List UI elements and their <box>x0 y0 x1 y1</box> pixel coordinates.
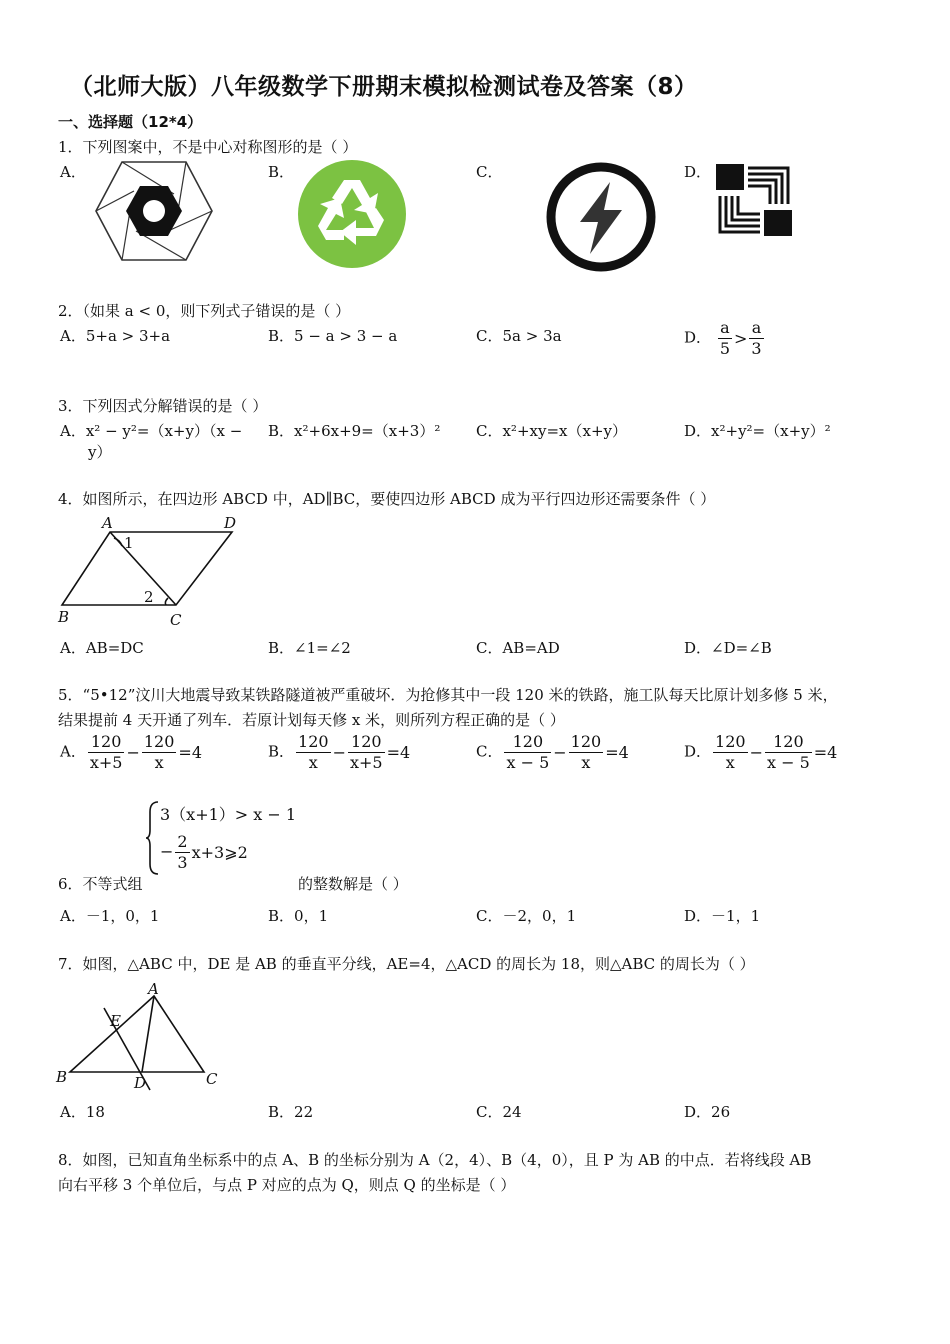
q4-option-b: B．∠1=∠2 <box>268 639 351 657</box>
q6-option-b: B．0，1 <box>268 907 329 925</box>
q6-system-line2 <box>160 832 248 873</box>
q6-option-a: A．－1，0，1 <box>60 907 160 925</box>
numerator: 120 <box>298 732 329 751</box>
q1-option-b-label: B． <box>268 163 295 181</box>
numerator: 120 <box>715 732 746 751</box>
fig4-angle-2: 2 <box>144 588 154 606</box>
denominator: x − 5 <box>506 753 550 772</box>
q4-option-a: A．AB=DC <box>60 639 144 657</box>
denominator: x+5 <box>89 753 123 772</box>
q5-option-d <box>684 732 837 773</box>
fig7-label-e: E <box>110 1012 121 1030</box>
denominator: 3 <box>751 339 762 358</box>
q6-option-c: C．－2，0，1 <box>476 907 577 925</box>
equals-four: =4 <box>178 743 202 762</box>
hexagon-pattern-icon <box>86 156 218 266</box>
fraction <box>88 732 125 773</box>
minus-sign: − <box>332 743 346 762</box>
numerator: 120 <box>570 732 602 751</box>
square-pattern-icon <box>712 160 796 240</box>
fig7-label-d: D <box>134 1074 147 1092</box>
fig4-angle-1: 1 <box>124 534 134 552</box>
numerator: a <box>718 318 732 339</box>
q5-option-a <box>60 732 202 773</box>
question-4-stem: 4．如图所示，在四边形 ABCD 中，AD∥BC，要使四边形 ABCD 成为平行四边形还需要条件（ ） <box>58 490 716 508</box>
q7-option-a: A．18 <box>60 1103 105 1121</box>
fraction <box>718 318 732 359</box>
numerator: a <box>749 318 763 339</box>
greater-than-sign: > <box>734 329 748 348</box>
q3-option-a-line1: A．x² − y²=（x+y）（x − <box>60 422 243 440</box>
q5-option-b <box>268 732 410 773</box>
numerator: 120 <box>504 732 551 753</box>
question-6-stem-left: 6．不等式组 <box>58 875 143 893</box>
fraction <box>504 732 551 773</box>
parallelogram-figure <box>56 512 246 632</box>
inequality-rest: x+3⩾2 <box>191 843 248 862</box>
equals-four: =4 <box>605 743 629 762</box>
fig4-label-d: D <box>224 514 237 532</box>
question-1-stem: 1．下列图案中，不是中心对称图形的是（ ） <box>58 138 358 156</box>
section-heading: 一、选择题（12*4） <box>58 113 203 131</box>
fig4-label-a: A <box>102 514 113 532</box>
q3-option-a-line2: y） <box>88 443 112 461</box>
denominator: x+5 <box>349 753 383 772</box>
denominator: 3 <box>177 853 188 872</box>
q6-system-line1: 3（x+1）> x − 1 <box>160 805 297 824</box>
fig7-label-b: B <box>56 1068 68 1086</box>
fraction <box>569 732 604 773</box>
numerator: 120 <box>348 732 385 753</box>
minus-sign: − <box>126 743 140 762</box>
equals-four: =4 <box>813 743 838 762</box>
fraction <box>175 832 189 873</box>
denominator: 5 <box>719 339 730 358</box>
q4-option-d: D．∠D=∠B <box>684 639 772 657</box>
numerator: 120 <box>765 732 812 753</box>
q3-option-d: D．x²+y²=（x+y）² <box>684 422 831 440</box>
q7-option-c: C．24 <box>476 1103 522 1121</box>
q5-option-c <box>476 732 629 773</box>
numerator: 2 <box>177 832 188 851</box>
recycle-icon <box>296 158 408 270</box>
q1-option-c-label: C． <box>476 163 503 181</box>
minus-sign: − <box>160 842 174 861</box>
q5-option-d-label: D． <box>684 742 712 761</box>
q5-option-c-label: C． <box>476 742 503 761</box>
equals-four: =4 <box>386 743 411 762</box>
triangle-figure <box>54 978 224 1094</box>
fraction <box>348 732 385 773</box>
fraction <box>713 732 748 773</box>
fig4-label-c: C <box>170 611 182 629</box>
question-3-stem: 3．下列因式分解错误的是（ ） <box>58 397 268 415</box>
fig4-label-b: B <box>58 608 70 626</box>
minus-sign: − <box>749 743 763 762</box>
q2-option-d-label: D． <box>684 328 712 347</box>
q2-option-a: A．5+a > 3+a <box>60 327 171 345</box>
denominator: x <box>154 753 164 772</box>
numerator: 120 <box>143 732 175 751</box>
q2-option-c: C．5a > 3a <box>476 327 562 345</box>
question-8-stem-line1: 8．如图，已知直角坐标系中的点 A、B 的坐标分别为 A（2，4）、B（4，0），且 P 为 AB 的中点．若将线段 AB <box>58 1151 812 1169</box>
numerator: 120 <box>88 732 125 753</box>
fraction <box>749 318 763 359</box>
denominator: x <box>725 753 735 772</box>
fraction <box>296 732 331 773</box>
q1-option-a-label: A． <box>60 163 86 181</box>
question-6-stem-right: 的整数解是（ ） <box>298 875 408 893</box>
q6-option-d: D．－1，1 <box>684 907 761 925</box>
question-7-stem: 7．如图，△ABC 中，DE 是 AB 的垂直平分线，AE=4，△ACD 的周长为 18，则△ABC 的周长为（ ） <box>58 955 755 973</box>
lightning-circle-icon <box>544 160 658 274</box>
minus-sign: − <box>553 743 567 762</box>
fig7-label-a: A <box>148 980 159 998</box>
q2-option-d <box>684 318 766 359</box>
q7-option-b: B．22 <box>268 1103 314 1121</box>
page-title: （北师大版）八年级数学下册期末模拟检测试卷及答案（8） <box>70 74 698 100</box>
denominator: x <box>308 753 318 772</box>
question-5-stem-line2: 结果提前 4 天开通了列车．若原计划每天修 x 米，则所列方程正确的是（ ） <box>58 711 565 729</box>
q3-option-b: B．x²+6x+9=（x+3）² <box>268 422 441 440</box>
denominator: x − 5 <box>766 753 810 772</box>
q4-option-c: C．AB=AD <box>476 639 560 657</box>
question-8-stem-line2: 向右平移 3 个单位后，与点 P 对应的点为 Q，则点 Q 的坐标是（ ） <box>58 1176 516 1194</box>
fig7-label-c: C <box>206 1070 218 1088</box>
q5-option-a-label: A． <box>60 742 86 761</box>
question-5-stem-line1: 5．“5•12”汶川大地震导致某铁路隧道被严重破坏．为抢修其中一段 120 米的铁路，施工队每天比原计划多修 5 米， <box>58 686 838 704</box>
question-2-stem: 2．（如果 a < 0，则下列式子错误的是（ ） <box>58 302 351 320</box>
fraction <box>142 732 177 773</box>
q5-option-b-label: B． <box>268 742 295 761</box>
denominator: x <box>581 753 591 772</box>
q3-option-c: C．x²+xy=x（x+y） <box>476 422 627 440</box>
q2-option-b: B．5 − a > 3 − a <box>268 327 398 345</box>
left-brace-icon <box>146 800 160 876</box>
q1-option-d-label: D． <box>684 163 712 181</box>
q7-option-d: D．26 <box>684 1103 731 1121</box>
fraction <box>765 732 812 773</box>
